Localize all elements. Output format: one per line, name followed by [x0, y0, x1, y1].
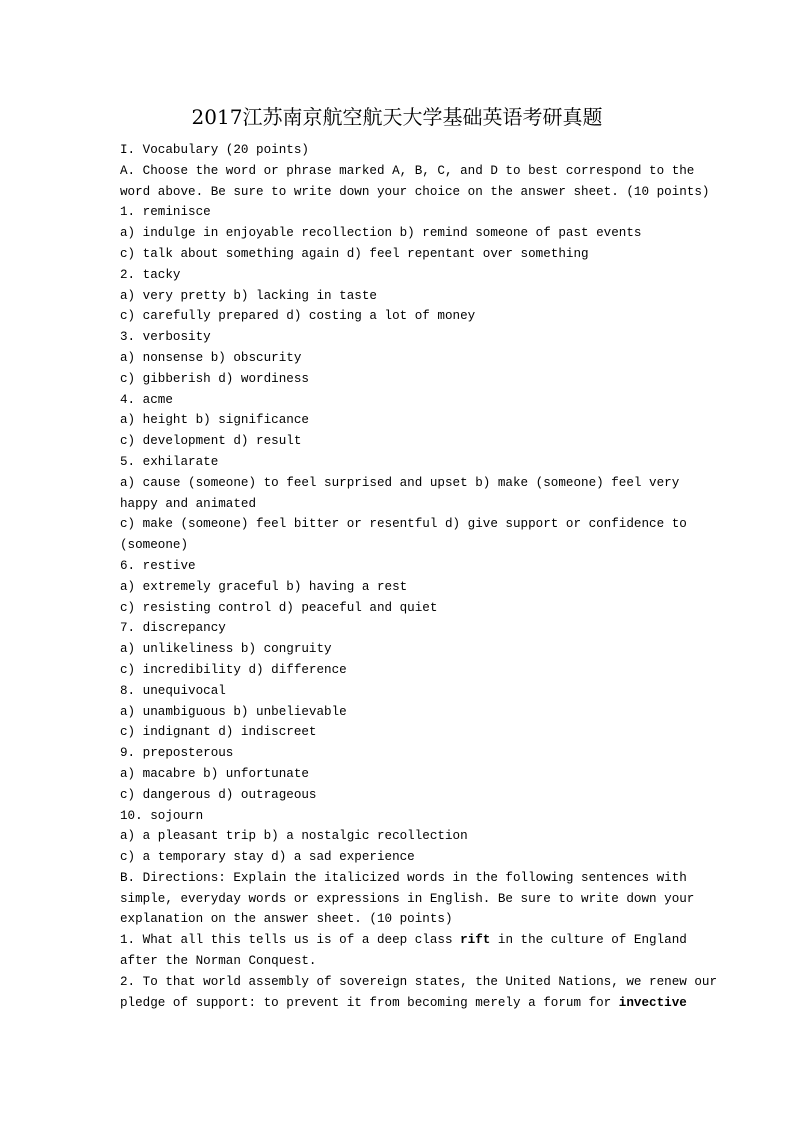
- sentence-1-pre: 1. What all this tells us is of a deep class: [120, 933, 461, 948]
- question-options: c) carefully prepared d) costing a lot of money: [120, 309, 476, 324]
- question-options: c) a temporary stay d) a sad experience: [120, 850, 415, 865]
- question-options: a) unlikeliness b) congruity: [120, 642, 332, 657]
- question-stem: 6. restive: [120, 558, 196, 573]
- part-b-directions-line3: explanation on the answer sheet. (10 points): [120, 912, 453, 927]
- question-options: (someone): [120, 538, 189, 553]
- question-options: a) macabre b) unfortunate: [120, 766, 309, 781]
- question-stem: 8. unequivocal: [120, 683, 226, 698]
- question-stem: 1. reminisce: [120, 205, 211, 220]
- question-options: a) cause (someone) to feel surprised and upset b) make (someone) feel very: [120, 475, 680, 490]
- part-a-instructions-line2: word above. Be sure to write down your choice on the answer sheet. (10 points): [120, 184, 710, 199]
- question-options: a) indulge in enjoyable recollection b) remind someone of past events: [120, 226, 642, 241]
- question-options: c) talk about something again d) feel repentant over something: [120, 246, 589, 261]
- sentence-2-keyword: invective: [618, 995, 687, 1010]
- sentence-2-pre: pledge of support: to prevent it from becoming merely a forum for: [120, 995, 619, 1010]
- question-options: c) incredibility d) difference: [120, 662, 347, 677]
- question-options: c) gibberish d) wordiness: [120, 371, 309, 386]
- page-title: 2017江苏南京航空航天大学基础英语考研真题: [191, 105, 603, 129]
- section-heading: I. Vocabulary (20 points): [120, 143, 309, 157]
- question-options: c) resisting control d) peaceful and quiet: [120, 600, 438, 615]
- part-b-directions-line1: B. Directions: Explain the italicized words in the following sentences with: [120, 870, 687, 885]
- sentence-1-line2: after the Norman Conquest.: [120, 954, 317, 969]
- question-stem: 3. verbosity: [120, 330, 211, 345]
- question-stem: 7. discrepancy: [120, 621, 226, 636]
- question-options: happy and animated: [120, 496, 257, 511]
- question-options: a) very pretty b) lacking in taste: [120, 288, 377, 303]
- question-stem: 10. sojourn: [120, 808, 204, 823]
- part-a-instructions-line1: A. Choose the word or phrase marked A, B, C, and D to best correspond to the: [120, 163, 695, 178]
- question-options: a) extremely graceful b) having a rest: [120, 579, 408, 594]
- question-options: a) unambiguous b) unbelievable: [120, 704, 347, 719]
- question-options: c) dangerous d) outrageous: [120, 787, 317, 802]
- question-options: a) nonsense b) obscurity: [120, 350, 302, 365]
- part-b-directions-line2: simple, everyday words or expressions in English. Be sure to write down your: [120, 891, 695, 906]
- question-options: a) height b) significance: [120, 413, 309, 428]
- sentence-2-line1: 2. To that world assembly of sovereign states, the United Nations, we renew our: [120, 974, 718, 989]
- document-body: [120, 140, 718, 1013]
- question-stem: 9. preposterous: [120, 746, 234, 761]
- question-options: a) a pleasant trip b) a nostalgic recollection: [120, 829, 468, 844]
- sentence-1-post: in the culture of England: [490, 933, 687, 948]
- sentence-1-keyword: rift: [460, 933, 491, 948]
- sentence-1: [120, 930, 687, 951]
- question-options: c) indignant d) indiscreet: [120, 725, 317, 740]
- question-stem: 4. acme: [120, 392, 173, 407]
- sentence-2-line2: [120, 993, 687, 1014]
- question-stem: 2. tacky: [120, 267, 181, 282]
- question-options: c) development d) result: [120, 434, 302, 449]
- question-stem: 5. exhilarate: [120, 454, 219, 469]
- question-options: c) make (someone) feel bitter or resentful d) give support or confidence to: [120, 517, 687, 532]
